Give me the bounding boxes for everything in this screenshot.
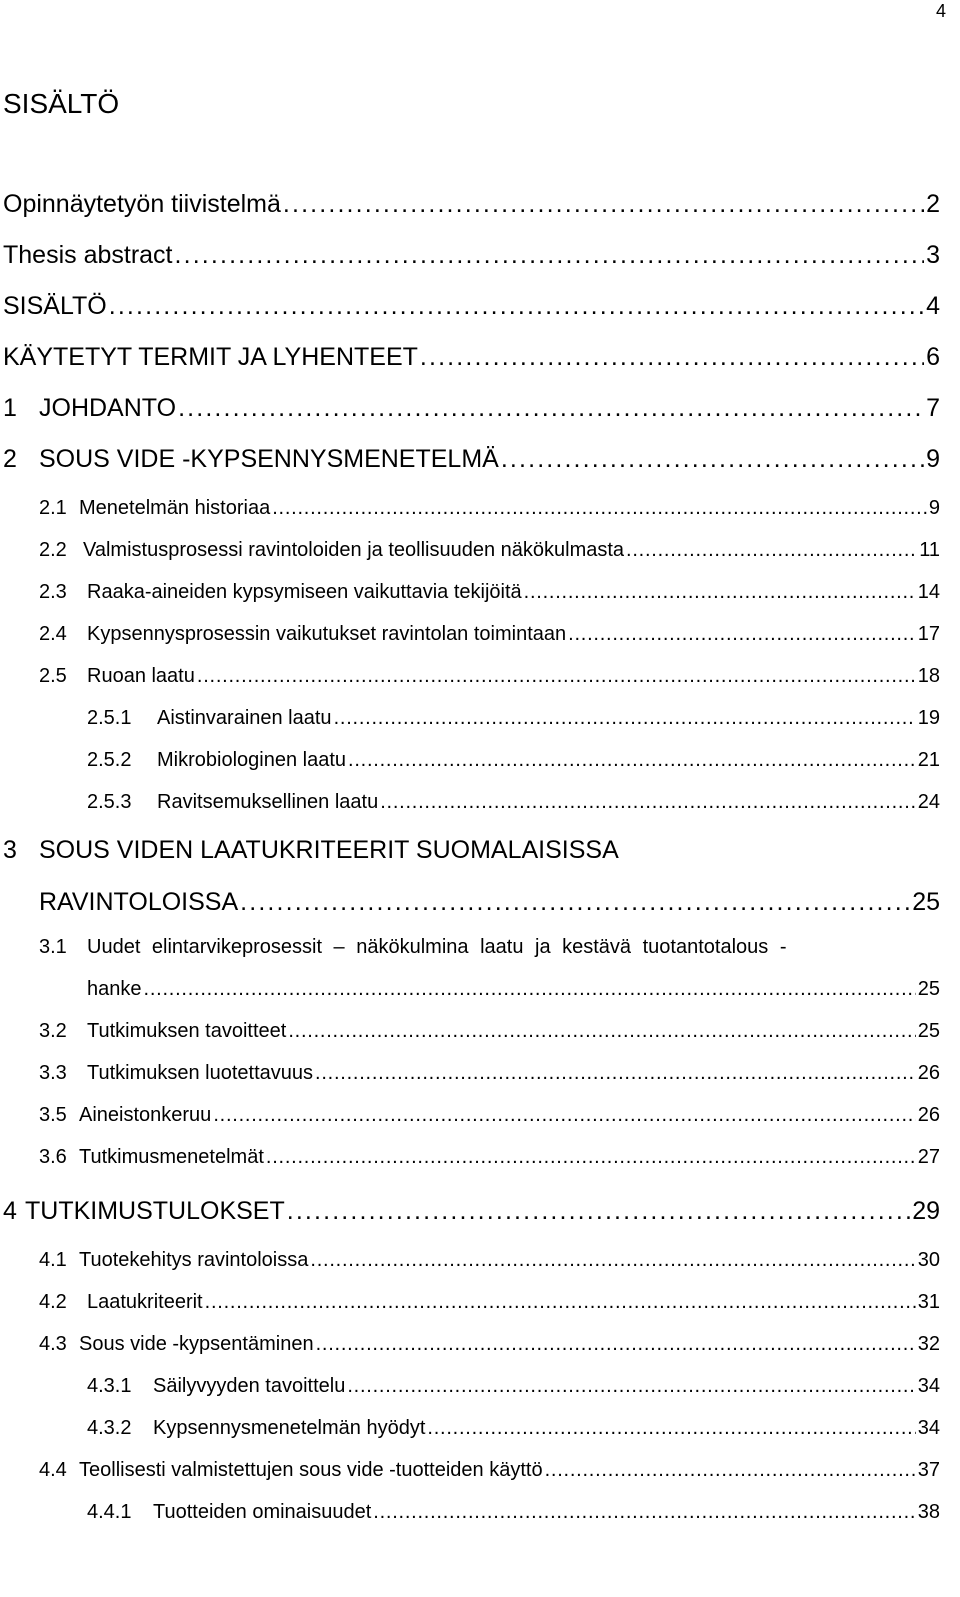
toc-entry-number: 4.3.1: [87, 1375, 132, 1397]
toc-entry-title: JOHDANTO: [39, 394, 177, 422]
toc-entry-title: Raaka-aineiden kypsymiseen vaikuttavia tekijöitä: [87, 581, 522, 603]
toc-entry-number: 2.4: [39, 623, 67, 645]
toc-entry-number: 3.3: [39, 1062, 67, 1084]
toc-entry-number: 3.2: [39, 1020, 67, 1042]
toc-entry-page: 24: [917, 791, 940, 813]
toc-entry[interactable]: [87, 978, 940, 1001]
toc-entry-page: 37: [917, 1459, 940, 1481]
toc-entry-page: 9: [928, 497, 940, 519]
toc-entry[interactable]: [39, 1459, 940, 1482]
toc-entry-page: 25: [917, 978, 940, 1000]
toc-leader-dots: [310, 1249, 915, 1272]
toc-entry-page: 27: [917, 1146, 940, 1168]
toc-entry-number: 3.6: [39, 1146, 67, 1168]
toc-entry-number: 3: [3, 836, 17, 864]
toc-leader-dots: [348, 749, 916, 772]
toc-leader-dots: [288, 1020, 915, 1043]
toc-entry-number: 4.4: [39, 1459, 67, 1481]
toc-leader-dots: [315, 1062, 916, 1085]
toc-entry-title: Teollisesti valmistettujen sous vide -tuotteiden käyttö: [79, 1459, 543, 1481]
toc-entry-number: 2.2: [39, 539, 67, 561]
toc-entry-page: 11: [919, 539, 940, 561]
toc-entry-page: 32: [917, 1333, 940, 1355]
toc-entry-title: Thesis abstract: [3, 241, 173, 269]
toc-entry-title: RAVINTOLOISSA: [39, 888, 239, 916]
toc-entry[interactable]: [87, 791, 940, 814]
toc-entry-page: 29: [912, 1197, 940, 1225]
page-number: 4: [935, 1, 946, 21]
toc-entry-title: Menetelmän historiaa: [79, 497, 271, 519]
toc-entry-page: 30: [917, 1249, 940, 1271]
toc-entry-title: SISÄLTÖ: [3, 292, 107, 320]
toc-leader-dots: [626, 539, 917, 562]
toc-leader-dots: [144, 978, 916, 1001]
page-title: SISÄLTÖ: [3, 88, 120, 119]
toc-entry-title: Aistinvarainen laatu: [157, 707, 332, 729]
toc-entry-number: 2.1: [39, 497, 67, 519]
toc-entry[interactable]: [3, 241, 940, 270]
toc-entry[interactable]: [39, 1020, 940, 1043]
toc-entry[interactable]: [87, 749, 940, 772]
toc-entry-page: 21: [917, 749, 940, 771]
toc-entry-title: Kypsennysprosessin vaikutukset ravintolan toimintaan: [87, 623, 567, 645]
toc-entry-number: 4.3.2: [87, 1417, 132, 1439]
toc-leader-dots: [205, 1291, 916, 1314]
toc-leader-dots: [316, 1333, 916, 1356]
toc-entry-page: 3: [926, 241, 940, 269]
toc-leader-dots: [545, 1459, 916, 1482]
toc-entry-title: Valmistusprosessi ravintoloiden ja teollisuuden näkökulmasta: [83, 539, 625, 561]
toc-entry-title: Säilyvyyden tavoittelu: [153, 1375, 346, 1397]
toc-entry-title: Kypsennysmenetelmän hyödyt: [153, 1417, 426, 1439]
toc-entry-title: Uudet elintarvikeprosessit – näkökulmina laatu ja kestävä tuotantotalous -: [87, 936, 787, 958]
toc-entry-title: TUTKIMUSTULOKSET: [25, 1197, 285, 1225]
toc-leader-dots: [347, 1375, 915, 1398]
toc-entry-number: 4.4.1: [87, 1501, 132, 1523]
toc-entry[interactable]: [39, 665, 940, 688]
toc-entry-page: 34: [917, 1375, 940, 1397]
toc-leader-dots: [524, 581, 916, 604]
toc-entry-title: Ruoan laatu: [87, 665, 195, 687]
toc-entry-number: 3.1: [39, 936, 67, 958]
toc-leader-dots: [240, 888, 910, 917]
toc-entry-page: 26: [917, 1104, 940, 1126]
toc-entry[interactable]: [87, 1417, 940, 1440]
toc-entry-title: Sous vide -kypsentäminen: [79, 1333, 314, 1355]
toc-entry-page: 25: [917, 1020, 940, 1042]
toc-entry-page: 17: [917, 623, 940, 645]
toc-entry-title: Tuotekehitys ravintoloissa: [79, 1249, 309, 1271]
toc-entry[interactable]: [39, 888, 940, 917]
toc-entry[interactable]: [39, 1104, 940, 1127]
toc-leader-dots: [420, 343, 924, 372]
toc-entry[interactable]: [3, 343, 940, 372]
toc-leader-dots: [334, 707, 916, 730]
toc-entry[interactable]: [39, 497, 940, 520]
toc-entry-title: KÄYTETYT TERMIT JA LYHENTEET: [3, 343, 418, 371]
toc-leader-dots: [178, 394, 924, 423]
toc-entry[interactable]: [39, 1146, 940, 1169]
toc-entry-number: 1: [3, 394, 17, 422]
toc-entry-title: Tuotteiden ominaisuudet: [153, 1501, 372, 1523]
toc-entry-page: 26: [917, 1062, 940, 1084]
toc-entry-number: 4.1: [39, 1249, 67, 1271]
toc-leader-dots: [287, 1197, 910, 1226]
toc-entry-number: 4.2: [39, 1291, 67, 1313]
toc-entry[interactable]: [39, 539, 940, 562]
toc-entry[interactable]: [3, 394, 940, 423]
toc-entry-title: Aineistonkeruu: [79, 1104, 212, 1126]
toc-leader-dots: [272, 497, 927, 520]
toc-entry[interactable]: [3, 445, 940, 474]
toc-leader-dots: [175, 241, 925, 270]
toc-entry[interactable]: [87, 1501, 940, 1524]
toc-entry[interactable]: [39, 936, 940, 959]
toc-leader-dots: [197, 665, 916, 688]
toc-entry-page: 38: [917, 1501, 940, 1523]
toc-entry-number: 3.5: [39, 1104, 67, 1126]
toc-entry-number: 2.5.3: [87, 791, 132, 813]
toc-entry-page: 4: [926, 292, 940, 320]
toc-entry-page: 9: [926, 445, 940, 473]
toc-entry-title: Tutkimusmenetelmät: [79, 1146, 264, 1168]
toc-entry[interactable]: [39, 623, 940, 646]
toc-entry-number: 2: [3, 445, 17, 473]
toc-entry-page: 6: [926, 343, 940, 371]
toc-entry[interactable]: [3, 190, 940, 219]
toc-entry-title: SOUS VIDE -KYPSENNYSMENETELMÄ: [39, 445, 499, 473]
toc-entry-number: 2.3: [39, 581, 67, 603]
toc-entry-page: 7: [926, 394, 940, 422]
toc-entry-title: Tutkimuksen tavoitteet: [87, 1020, 287, 1042]
toc-entry-page: 31: [917, 1291, 940, 1313]
toc-entry-title: Mikrobiologinen laatu: [157, 749, 347, 771]
toc-leader-dots: [266, 1146, 916, 1169]
toc-entry-page: 18: [917, 665, 940, 687]
toc-entry[interactable]: [39, 581, 940, 604]
toc-entry-title: SOUS VIDEN LAATUKRITEERIT SUOMALAISISSA: [39, 836, 619, 864]
toc-entry-page: 14: [917, 581, 940, 603]
toc-entry[interactable]: [3, 292, 940, 321]
toc-entry[interactable]: [87, 1375, 940, 1398]
toc-entry[interactable]: [87, 707, 940, 730]
toc-entry-number: 2.5.1: [87, 707, 132, 729]
toc-entry-title: hanke: [87, 978, 142, 1000]
toc-entry-page: 25: [912, 888, 940, 916]
toc-leader-dots: [213, 1104, 915, 1127]
toc-entry-page: 2: [926, 190, 940, 218]
toc-leader-dots: [568, 623, 916, 646]
toc-entry[interactable]: [39, 1249, 940, 1272]
toc-leader-dots: [380, 791, 916, 814]
toc-entry[interactable]: [3, 1197, 940, 1226]
toc-entry[interactable]: [39, 1062, 940, 1085]
toc-entry-title: Laatukriteerit: [87, 1291, 203, 1313]
toc-leader-dots: [283, 190, 924, 219]
toc-entry-number: 2.5.2: [87, 749, 132, 771]
toc-entry-page: 19: [917, 707, 940, 729]
toc-leader-dots: [373, 1501, 915, 1524]
toc-entry[interactable]: [39, 1333, 940, 1356]
toc-entry[interactable]: [3, 836, 940, 865]
toc-entry-title: Ravitsemuksellinen laatu: [157, 791, 379, 813]
toc-entry-page: 34: [917, 1417, 940, 1439]
toc-leader-dots: [427, 1417, 915, 1440]
toc-entry[interactable]: [39, 1291, 940, 1314]
toc-leader-dots: [501, 445, 924, 474]
toc-leader-dots: [109, 292, 924, 321]
toc-entry-title: Tutkimuksen luotettavuus: [87, 1062, 314, 1084]
toc-entry-title: Opinnäytetyön tiivistelmä: [3, 190, 281, 218]
toc-entry-number: 4.3: [39, 1333, 67, 1355]
toc-entry-number: 4: [3, 1197, 17, 1225]
toc-entry-number: 2.5: [39, 665, 67, 687]
